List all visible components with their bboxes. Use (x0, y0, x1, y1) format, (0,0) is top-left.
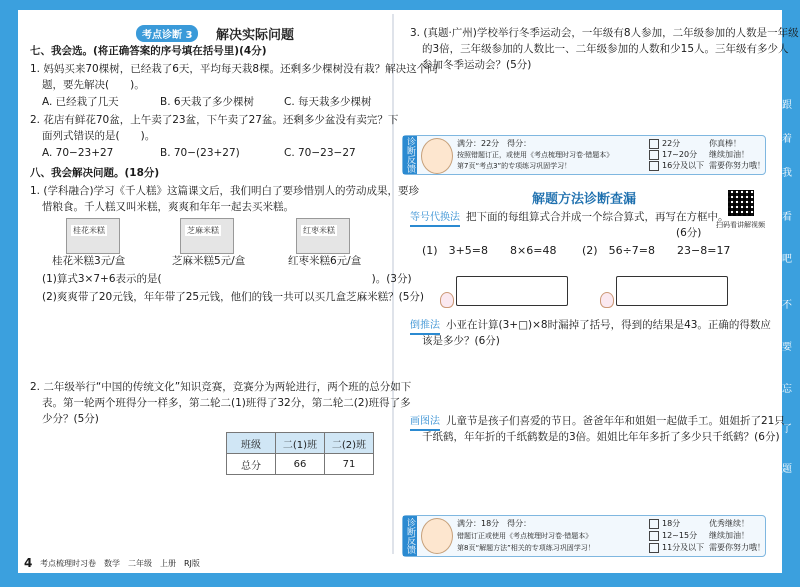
side-char-9: 了 (782, 424, 792, 435)
feedback-line-2b: 第8页“解题方法”相关的专项练习巩固学习！ (457, 544, 595, 552)
diagnosis-feedback-1 (402, 135, 766, 175)
feedback-result-1a: 你真棒！ (709, 139, 741, 148)
product-caption-2: 芝麻米糕5元/盒 (172, 255, 246, 267)
section2-title: 解题方法诊断查漏 (532, 192, 637, 207)
border-left (0, 0, 18, 587)
product-box-1 (66, 218, 120, 254)
feedback-check-2a-label: 18分 (662, 519, 681, 528)
method1-text: 把下面的每组算式合并成一个综合算式，再写在方框中。 (466, 211, 729, 223)
score-table (226, 432, 374, 475)
q3-line3: 参加冬季运动会？(5分) (422, 59, 532, 71)
method1-eq1: (1) 3+5=8 8×6=48 (422, 244, 557, 257)
feedback-check-1c[interactable] (649, 159, 704, 173)
feedback-side-label-1: 诊断反馈 (405, 137, 415, 173)
product-box-3 (296, 218, 350, 254)
q8-1-line1: 1. (学科融合)学习《千人糕》这篇课文后，我们明白了要珍惜别人的劳动成果，要珍 (30, 185, 420, 197)
q7-2-option-b: B. 70−(23+27) (160, 147, 240, 159)
q7-2-option-c: C. 70−23−27 (284, 147, 356, 159)
q7-1-line1: 1. 妈妈买来70棵树，已经栽了6天，平均每天栽8棵。还剩多少棵树没有栽？解决这个问 (30, 63, 438, 75)
method3-line2: 千纸鹤，年年折的千纸鹤数是的3倍。姐姐比年年多折了多少只千纸鹤？(6分) (422, 431, 780, 443)
method1-tag: 等号代换法 (410, 211, 460, 227)
table-row-label: 总分 (227, 454, 276, 475)
method2-tag: 倒推法 (410, 319, 440, 335)
q8-1-sub1: (1)算式3×7+6表示的是( )。(3分) (42, 273, 412, 285)
q8-2-line1: 2. 二年级举行“中国的传统文化”知识竞赛，竞赛分为两轮进行，两个班的总分如下 (30, 381, 412, 393)
method2-line1: 小亚在计算(3+□)×8时漏掉了括号，得到的结果是43。正确的得数应 (446, 319, 771, 331)
q7-1-line2: 题，要先解决( )。 (42, 79, 145, 91)
answer-box-1[interactable] (456, 276, 568, 306)
feedback-check-2c[interactable] (649, 541, 704, 555)
feedback-check-1a-label: 22分 (662, 139, 681, 148)
q8-1-sub2: (2)爽爽带了20元钱，年年带了25元钱，他们的钱一共可以买几盒芝麻米糕？(5分) (42, 291, 424, 303)
product-caption-1: 桂花米糕3元/盒 (52, 255, 126, 267)
side-char-1: 跟 (782, 100, 792, 111)
border-right (782, 0, 800, 587)
feedback-line-1b: 第7页“考点3”的专项练习巩固学习！ (457, 162, 572, 170)
q7-1-option-b: B. 6天栽了多少棵树 (160, 96, 255, 108)
feedback-result-1c: 需要你努力哦！ (709, 161, 765, 170)
answer-box-2[interactable] (616, 276, 728, 306)
rabbit-icon-2 (600, 292, 614, 308)
table-header-class2: 二(2)班 (325, 433, 374, 454)
feedback-check-1b-label: 17~20分 (662, 150, 698, 159)
method3-tag: 画图法 (410, 415, 440, 431)
student-avatar-2 (421, 518, 453, 554)
q7-2-option-a: A. 70−23+27 (42, 147, 114, 159)
q7-title: 七、我会选。(将正确答案的序号填在括号里)(4分) (30, 45, 267, 57)
q8-2-line2: 表。第一轮两个班得分一样多，第二轮二(1)班得了32分，第二轮二(2)班得了多 (42, 397, 411, 409)
table-cell-class1-total: 66 (276, 454, 325, 475)
table-cell-class2-total: 71 (325, 454, 374, 475)
feedback-check-1c-label: 16分及以下 (662, 161, 705, 170)
product-caption-3: 红枣米糕6元/盒 (288, 255, 362, 267)
page-number: 4 (24, 556, 33, 570)
feedback-line-2a: 错题订正或使用《考点梳理时习卷·错题本》 (457, 532, 593, 540)
product-box-2 (180, 218, 234, 254)
side-char-5: 吧 (782, 254, 792, 265)
rabbit-icon-1 (440, 292, 454, 308)
q7-2-line1: 2. 花店有鲜花70盆，上午卖了23盆，下午卖了27盆。还剩多少盆没有卖完？下 (30, 114, 399, 126)
side-char-8: 忘 (782, 384, 792, 395)
feedback-result-1b: 继续加油！ (709, 150, 749, 159)
feedback-score-1: 满分：22分 得分： (457, 139, 532, 148)
student-avatar-1 (421, 138, 453, 174)
side-char-7: 要 (782, 342, 792, 353)
q7-1-option-a: A. 已经栽了几天 (42, 96, 119, 108)
section-badge: 考点诊断 3 (136, 25, 198, 42)
feedback-check-2c-label: 11分及以下 (662, 543, 705, 552)
border-bottom (0, 573, 800, 587)
feedback-check-2b-label: 12~15分 (662, 531, 698, 540)
q8-title: 八、我会解决问题。(18分) (30, 167, 160, 179)
q7-1-option-c: C. 每天栽多少棵树 (284, 96, 372, 108)
product-box-1-label: 桂花米糕 (73, 226, 105, 235)
side-char-6: 不 (782, 300, 792, 311)
method3-line1: 儿童节是孩子们喜爱的节日。爸爸年年和姐姐一起做手工。姐姐折了21只 (446, 415, 785, 427)
product-box-3-label: 红枣米糕 (303, 226, 335, 235)
q3-line1: 3. (真题·广州)学校举行冬季运动会，一年级有8人参加，二年级参加的人数是一年级 (410, 27, 799, 39)
feedback-line-1a: 按照错题订正，或使用《考点梳理时习卷·错题本》 (457, 151, 614, 159)
side-char-4: 看 (782, 212, 792, 223)
method3-row (410, 414, 785, 431)
table-header-class: 班级 (227, 433, 276, 454)
qr-caption: 扫码看讲解视频 (716, 221, 765, 229)
feedback-side-label-2: 诊断反馈 (405, 518, 415, 554)
side-char-10: 题 (782, 464, 792, 475)
method1-eq2: (2) 56÷7=8 23−8=17 (582, 244, 731, 257)
footer-text: 考点梳理时习卷 数学 二年级 上册 RJ版 (40, 559, 200, 568)
feedback-result-2a: 优秀继续！ (709, 519, 749, 528)
side-char-3: 我 (782, 168, 792, 179)
diagnosis-feedback-2 (402, 515, 766, 557)
q3-line2: 的3倍，三年级参加的人数比一、二年级参加的人数和少15人。三年级有多少人 (422, 43, 789, 55)
table-header-class1: 二(1)班 (276, 433, 325, 454)
product-box-2-label: 芝麻米糕 (187, 226, 219, 235)
section-title: 解决实际问题 (216, 28, 295, 43)
feedback-result-2b: 继续加油！ (709, 531, 749, 540)
qr-code-icon[interactable] (728, 190, 754, 216)
feedback-result-2c: 需要你努力哦！ (709, 543, 765, 552)
method2-row (410, 318, 771, 335)
method2-line2: 该是多少？(6分) (422, 335, 500, 347)
q8-1-line2: 惜粮食。千人糕又叫米糕，爽爽和年年一起去买米糕。 (42, 201, 294, 213)
q7-2-line2: 面列式错误的是( )。 (42, 130, 156, 142)
side-char-2: 着 (782, 134, 792, 145)
method1-row (410, 210, 729, 227)
feedback-score-2: 满分：18分 得分： (457, 519, 532, 528)
method1-score: (6分) (676, 227, 702, 239)
q8-2-line3: 少分？(5分) (42, 413, 99, 425)
border-top (0, 0, 800, 10)
